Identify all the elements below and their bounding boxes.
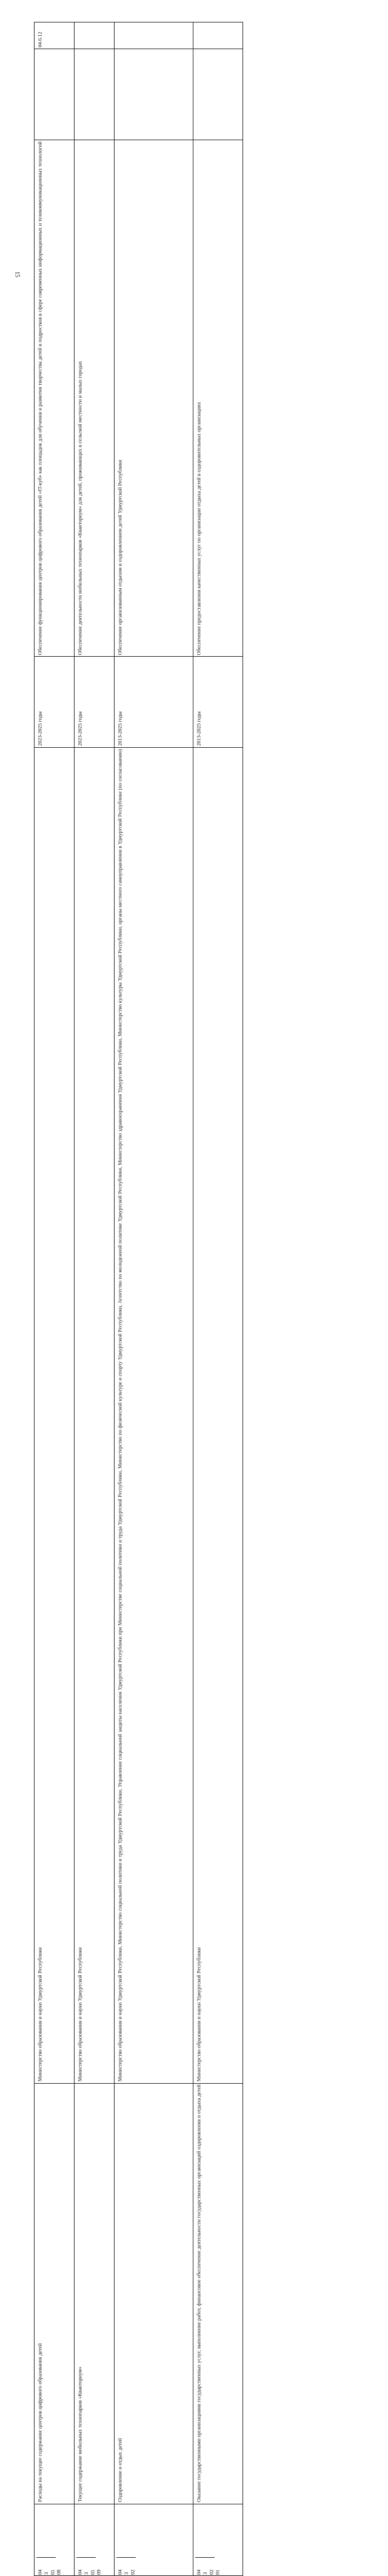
code-c3: 02	[129, 2558, 135, 2575]
table-row-name	[35, 2083, 243, 2504]
code-c3: 02	[208, 2558, 214, 2575]
program-table	[34, 22, 243, 2576]
blank-cell	[115, 49, 193, 140]
link-cell	[193, 22, 243, 49]
result-cell: Обеспечение функционирования центров цифрового образования детей «IT-куб» как площадок для обучения и развития творчества детей и подростков в сфере современных информационных и телекоммуникационных технологий	[35, 140, 75, 657]
code-c2: 3	[201, 2558, 207, 2575]
code-c2: 3	[122, 2558, 129, 2575]
code-c2: 3	[42, 2558, 48, 2575]
name-cell: Расходы на текущее содержание центров цифрового образования детей	[35, 2083, 75, 2504]
period-cell: 2013-2025 годы	[115, 657, 193, 748]
code-c3: 01	[49, 2558, 55, 2575]
code-c4: 08	[55, 2570, 62, 2575]
result-cell: Обеспечение деятельности мобильных технопарков «Кванториум» для детей, проживающих в сельской местности и малых городах	[75, 140, 115, 657]
link-cell	[75, 22, 115, 49]
link-cell	[115, 22, 193, 49]
blank-cell	[35, 49, 75, 140]
blank-cell	[193, 49, 243, 140]
executor-cell: Министерство образования и науки Удмуртской Республики	[75, 748, 115, 2083]
code-cell	[193, 2504, 243, 2575]
link-cell: 04.6.12	[35, 22, 75, 49]
code-c1: 04	[195, 2558, 201, 2575]
period-cell: 2013-2025 годы	[193, 657, 243, 748]
code-c3: 01	[89, 2558, 95, 2575]
code-c1: 04	[76, 2558, 82, 2575]
name-cell: Оздоровление и отдых детей	[115, 2083, 193, 2504]
code-c1: 04	[116, 2558, 122, 2575]
table-row-link	[35, 22, 243, 49]
period-cell: 2023-2025 годы	[75, 657, 115, 748]
result-cell: Обеспечение предоставления качественных услуг по организации отдыха детей в оздоровительных организациях	[193, 140, 243, 657]
executor-cell: Министерство образования и науки Удмуртской Республики, Министерство социальной политики и труда Удмуртской Республики, Управление социальной защиты населения Удмуртской Республики при Министерстве социальной политики и труда Удмуртской Республики, Министерство по физической культуре и спорту Удмуртской Республики, Агентство по молодежной политике Удмуртской Республики, Министерство здравоохранения Удмуртской Республики, Министерство культуры Удмуртской Республики, органы местного самоуправления в Удмуртской Республике (по согласованию)	[115, 748, 193, 2083]
result-cell: Обеспечение организованным отдыхом и оздоровлением детей Удмуртской Республики	[115, 140, 193, 657]
executor-cell: Министерство образования и науки Удмуртской Республики	[35, 748, 75, 2083]
code-c1: 04	[36, 2558, 42, 2575]
table-row-result	[35, 140, 243, 657]
code-cell	[75, 2504, 115, 2575]
table-row-executor	[35, 748, 243, 2083]
code-c2: 3	[82, 2558, 89, 2575]
blank-cell	[75, 49, 115, 140]
period-cell: 2023-2025 годы	[35, 657, 75, 748]
table-row-code	[35, 2504, 243, 2575]
code-cell	[115, 2504, 193, 2575]
name-cell: Оказание государственными организациями государственных услуг, выполнение работ, финансовое обеспечение деятельности государственных организаций оздоровления и отдыха детей	[193, 2083, 243, 2504]
code-cell	[35, 2504, 75, 2575]
page-number: 15	[13, 271, 21, 277]
rotated-table-container	[34, 22, 242, 2575]
code-c4: 09	[95, 2570, 102, 2575]
executor-cell: Министерство образования и науки Удмуртской Республики	[193, 748, 243, 2083]
code-c4: 01	[214, 2570, 221, 2575]
table-row-period	[35, 657, 243, 748]
name-cell: Текущее содержание мобильных технопарков «Кванториум»	[75, 2083, 115, 2504]
table-row-blank	[35, 49, 243, 140]
